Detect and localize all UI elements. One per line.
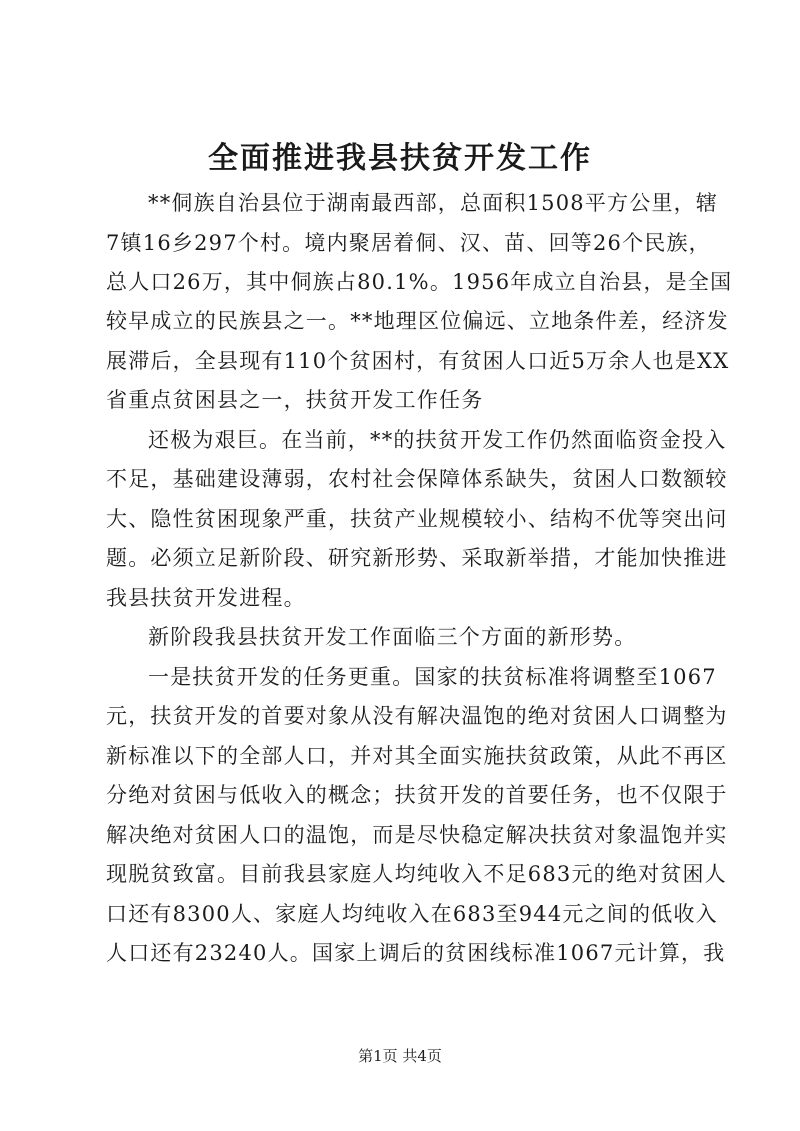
document-title: 全面推进我县扶贫开发工作 [208,141,592,176]
text-line: 解决绝对贫困人口的温饱，而是尽快稳定解决扶贫对象温饱并实 [106,823,728,847]
text-line: 7镇16乡297个村。境内聚居着侗、汉、苗、回等26个民族， [106,231,711,255]
text-line: 我县扶贫开发进程。 [106,586,306,610]
page-number: 第1页 共4页 [358,1047,442,1065]
text-line: 还极为艰巨。在当前，**的扶贫开发工作仍然面临资金投入 [148,428,727,452]
text-line: 分绝对贫困与低收入的概念；扶贫开发的首要任务，也不仅限于 [106,783,728,807]
text-line: 省重点贫困县之一，扶贫开发工作任务 [106,388,484,412]
text-line: 现脱贫致富。目前我县家庭人均纯收入不足683元的绝对贫困人 [106,862,727,886]
text-line: 较早成立的民族县之一。**地理区位偏远、立地条件差，经济发 [106,309,729,333]
text-line: 大、隐性贫困现象严重，扶贫产业规模较小、结构不优等突出问 [106,507,728,531]
text-line: 一是扶贫开发的任务更重。国家的扶贫标准将调整至1067 [148,665,717,689]
text-line: 不足，基础建设薄弱，农村社会保障体系缺失，贫困人口数额较 [106,467,728,491]
text-line: 题。必须立足新阶段、研究新形势、采取新举措，才能加快推进 [106,546,728,570]
text-line: 新标准以下的全部人口，并对其全面实施扶贫政策，从此不再区 [106,744,728,768]
text-line: 展滞后，全县现有110个贫困村，有贫困人口近5万余人也是XX [106,349,730,373]
text-line: 口还有8300人、家庭人均纯收入在683至944元之间的低收入 [106,902,718,926]
text-line: 人口还有23240人。国家上调后的贫困线标准1067元计算，我 [106,941,726,965]
text-line: 总人口26万，其中侗族占80.1%。1956年成立自治县，是全国 [106,270,733,294]
text-line: **侗族自治县位于湖南最西部，总面积1508平方公里，辖 [148,191,719,215]
text-line: 元，扶贫开发的首要对象从没有解决温饱的绝对贫困人口调整为 [106,704,728,728]
text-line: 新阶段我县扶贫开发工作面临三个方面的新形势。 [148,625,637,649]
